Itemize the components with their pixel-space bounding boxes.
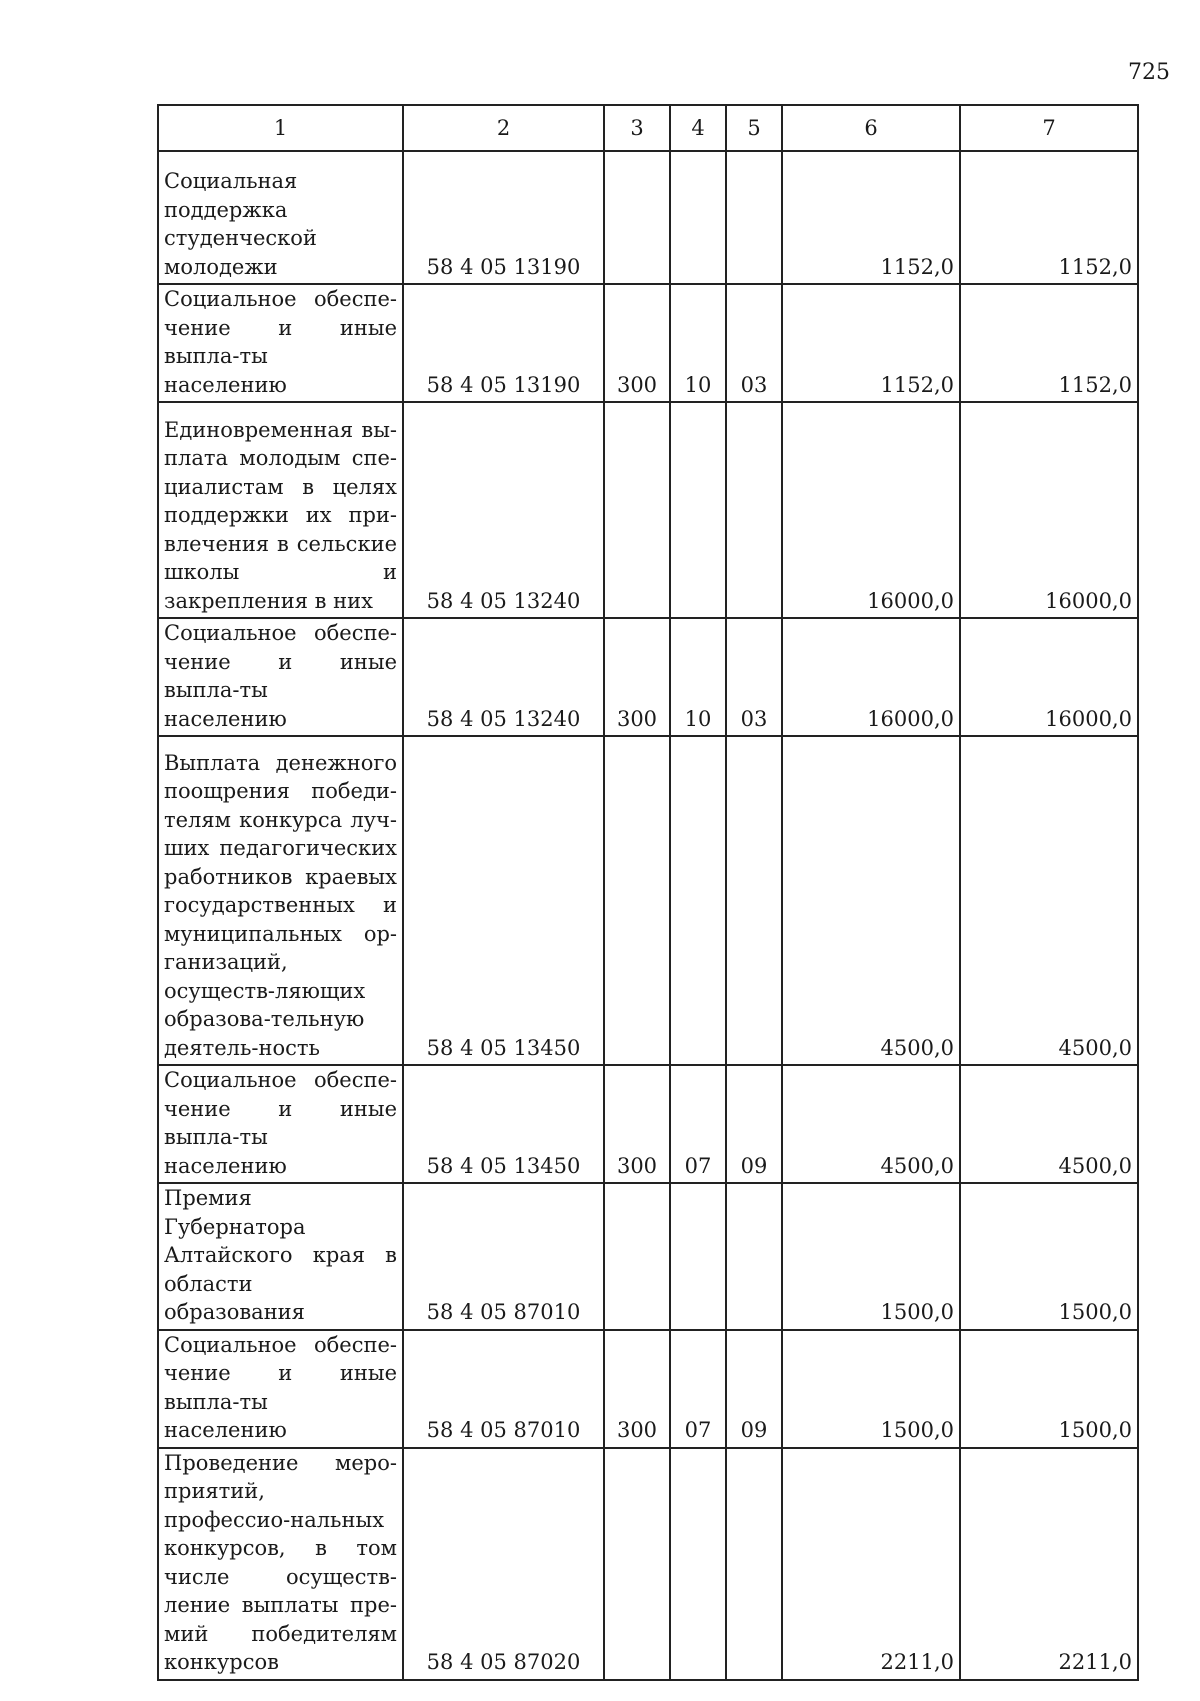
header-col-5: 5 bbox=[726, 105, 782, 151]
row-col-6: 2211,0 bbox=[782, 1448, 960, 1680]
table-row bbox=[158, 1448, 1138, 1680]
row-col-4 bbox=[670, 151, 726, 284]
header-col-4: 4 bbox=[670, 105, 726, 151]
row-col-7: 1500,0 bbox=[960, 1183, 1138, 1330]
row-code: 58 4 05 87020 bbox=[403, 1448, 604, 1680]
row-col-4: 07 bbox=[670, 1330, 726, 1448]
row-name: Социальное обеспе-чение и иные выпла-ты населению bbox=[158, 1065, 403, 1183]
row-name: Социальное обеспе-чение и иные выпла-ты населению bbox=[158, 618, 403, 736]
row-code: 58 4 05 13190 bbox=[403, 284, 604, 402]
row-col-3 bbox=[604, 151, 670, 284]
row-col-7: 1500,0 bbox=[960, 1330, 1138, 1448]
table-row bbox=[158, 284, 1138, 402]
row-code: 58 4 05 13190 bbox=[403, 151, 604, 284]
row-code: 58 4 05 13450 bbox=[403, 1065, 604, 1183]
row-col-3: 300 bbox=[604, 618, 670, 736]
row-col-5: 09 bbox=[726, 1065, 782, 1183]
row-col-6: 1500,0 bbox=[782, 1183, 960, 1330]
table-body bbox=[158, 151, 1138, 1680]
row-col-6: 16000,0 bbox=[782, 402, 960, 618]
row-col-3 bbox=[604, 736, 670, 1065]
row-col-3 bbox=[604, 1183, 670, 1330]
row-col-5: 09 bbox=[726, 1330, 782, 1448]
row-col-7: 1152,0 bbox=[960, 151, 1138, 284]
row-name: Единовременная вы-плата молодым спе-циалистам в целях поддержки их при-влечения в сельские школы и закрепления в них bbox=[158, 402, 403, 618]
row-col-4: 10 bbox=[670, 618, 726, 736]
row-col-5 bbox=[726, 1448, 782, 1680]
row-col-7: 1152,0 bbox=[960, 284, 1138, 402]
row-col-4: 07 bbox=[670, 1065, 726, 1183]
row-col-6: 4500,0 bbox=[782, 736, 960, 1065]
row-code: 58 4 05 87010 bbox=[403, 1330, 604, 1448]
header-col-1: 1 bbox=[158, 105, 403, 151]
row-code: 58 4 05 13450 bbox=[403, 736, 604, 1065]
table-header bbox=[158, 105, 1138, 151]
row-col-5 bbox=[726, 151, 782, 284]
row-name: Социальное обеспе-чение и иные выпла-ты населению bbox=[158, 284, 403, 402]
row-col-4: 10 bbox=[670, 284, 726, 402]
table-row bbox=[158, 1065, 1138, 1183]
row-col-4 bbox=[670, 402, 726, 618]
row-col-7: 4500,0 bbox=[960, 1065, 1138, 1183]
row-col-5 bbox=[726, 402, 782, 618]
row-col-7: 16000,0 bbox=[960, 618, 1138, 736]
header-col-2: 2 bbox=[403, 105, 604, 151]
table-row bbox=[158, 618, 1138, 736]
table-row bbox=[158, 736, 1138, 1065]
row-col-6: 1152,0 bbox=[782, 284, 960, 402]
table-row bbox=[158, 1183, 1138, 1330]
row-col-3 bbox=[604, 402, 670, 618]
row-col-3: 300 bbox=[604, 284, 670, 402]
row-col-4 bbox=[670, 736, 726, 1065]
row-code: 58 4 05 87010 bbox=[403, 1183, 604, 1330]
row-col-5 bbox=[726, 1183, 782, 1330]
row-col-7: 16000,0 bbox=[960, 402, 1138, 618]
row-col-3 bbox=[604, 1448, 670, 1680]
header-col-3: 3 bbox=[604, 105, 670, 151]
table-row bbox=[158, 151, 1138, 284]
budget-table bbox=[157, 104, 1139, 1681]
row-col-5 bbox=[726, 736, 782, 1065]
row-col-7: 2211,0 bbox=[960, 1448, 1138, 1680]
header-col-7: 7 bbox=[960, 105, 1138, 151]
row-col-3: 300 bbox=[604, 1065, 670, 1183]
row-col-3: 300 bbox=[604, 1330, 670, 1448]
header-row bbox=[158, 105, 1138, 151]
row-name: Выплата денежного поощрения победи-телям конкурса луч-ших педагогических работников краевых государственных и муниципальных ор-ганизаций, осуществ-ляющих образова-тельную деятель-ность bbox=[158, 736, 403, 1065]
header-col-6: 6 bbox=[782, 105, 960, 151]
row-name: Проведение меро-приятий, профессио-нальных конкурсов, в том числе осуществ-ление выплаты пре-мий победителям конкурсов bbox=[158, 1448, 403, 1680]
row-col-5: 03 bbox=[726, 618, 782, 736]
row-col-6: 16000,0 bbox=[782, 618, 960, 736]
page-number: 725 bbox=[1128, 60, 1170, 85]
row-col-4 bbox=[670, 1183, 726, 1330]
row-code: 58 4 05 13240 bbox=[403, 402, 604, 618]
row-code: 58 4 05 13240 bbox=[403, 618, 604, 736]
table-row bbox=[158, 1330, 1138, 1448]
table-row bbox=[158, 402, 1138, 618]
row-col-6: 1152,0 bbox=[782, 151, 960, 284]
row-name: Премия Губернатора Алтайского края в области образования bbox=[158, 1183, 403, 1330]
row-col-6: 4500,0 bbox=[782, 1065, 960, 1183]
row-col-6: 1500,0 bbox=[782, 1330, 960, 1448]
row-name: Социальное обеспе-чение и иные выпла-ты населению bbox=[158, 1330, 403, 1448]
row-col-5: 03 bbox=[726, 284, 782, 402]
row-col-7: 4500,0 bbox=[960, 736, 1138, 1065]
row-name: Социальная поддержка студенческой молодежи bbox=[158, 151, 403, 284]
row-col-4 bbox=[670, 1448, 726, 1680]
